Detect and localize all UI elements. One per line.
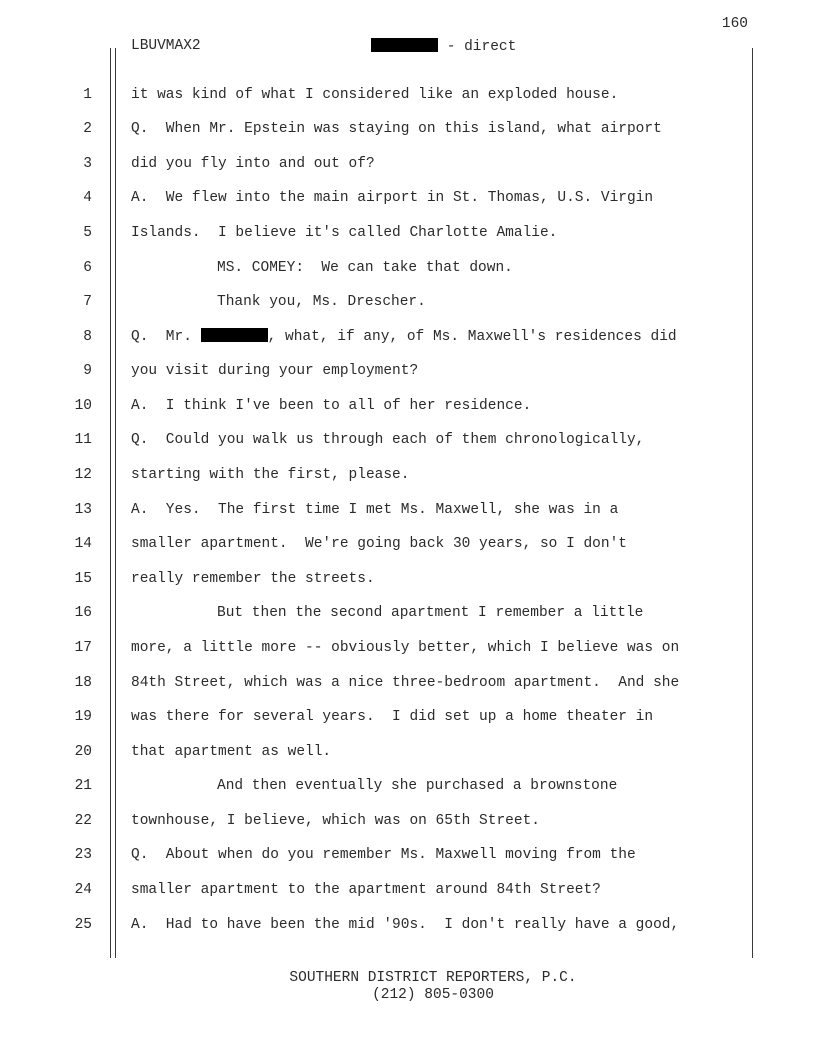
line-number: 17 [74,640,92,656]
page-number: 160 [721,16,748,32]
line-number: 20 [74,744,92,760]
line-number: 3 [83,156,92,172]
line-text: starting with the first, please. [131,467,410,483]
witness-header [371,38,516,55]
line-text [131,327,677,347]
line-text-end: , what, if any, of Ms. Maxwell's residences did [267,329,677,345]
transcript-line [0,811,816,831]
transcript-line [0,258,816,278]
transcript-line [0,500,816,520]
transcript-line [0,845,816,865]
redaction-block [201,328,268,342]
line-text: Q. Could you walk us through each of them chronologically, [131,432,645,448]
transcript-line [0,534,816,554]
redaction-block [371,38,438,52]
line-number: 14 [74,536,92,552]
line-text: smaller apartment. We're going back 30 years, so I don't [131,536,627,552]
transcript-line [0,154,816,174]
line-number: 19 [74,709,92,725]
reporter-phone: (212) 805-0300 [372,987,494,1003]
line-number: 21 [74,778,92,794]
line-text: that apartment as well. [131,744,332,760]
line-number: 8 [83,329,92,345]
case-code: LBUVMAX2 [131,38,201,54]
transcript-line [0,361,816,381]
transcript-line [0,85,816,105]
line-number: 13 [74,502,92,518]
line-text: A. We flew into the main airport in St. Thomas, U.S. Virgin [131,190,654,206]
transcript-line [0,430,816,450]
line-number: 23 [74,847,92,863]
line-number: 15 [74,571,92,587]
line-text: townhouse, I believe, which was on 65th Street. [131,813,540,829]
line-text: A. Had to have been the mid '90s. I don't really have a good, [131,917,680,933]
transcript-line [0,603,816,623]
line-text: really remember the streets. [131,571,375,587]
transcript-line [0,707,816,727]
line-number: 2 [83,121,92,137]
line-number: 25 [74,917,92,933]
transcript-line [0,569,816,589]
examination-type: - direct [438,39,517,55]
line-number: 5 [83,225,92,241]
transcript-line [0,327,816,347]
line-text: Islands. I believe it's called Charlotte Amalie. [131,225,558,241]
line-text: more, a little more -- obviously better, which I believe was on [131,640,680,656]
line-number: 18 [74,675,92,691]
transcript-line [0,880,816,900]
line-text: MS. COMEY: We can take that down. [217,260,513,276]
transcript-line [0,119,816,139]
transcript-line [0,223,816,243]
line-text: Thank you, Ms. Drescher. [217,294,426,310]
transcript-line [0,776,816,796]
line-text: Q. About when do you remember Ms. Maxwell moving from the [131,847,636,863]
line-text: you visit during your employment? [131,363,419,379]
transcript-line [0,396,816,416]
line-number: 24 [74,882,92,898]
transcript-line [0,188,816,208]
line-text: smaller apartment to the apartment around 84th Street? [131,882,601,898]
reporter-name: SOUTHERN DISTRICT REPORTERS, P.C. [289,970,577,986]
line-text: And then eventually she purchased a brownstone [217,778,618,794]
line-text: A. Yes. The first time I met Ms. Maxwell, she was in a [131,502,619,518]
line-text: Q. When Mr. Epstein was staying on this island, what airport [131,121,662,137]
line-number: 22 [74,813,92,829]
transcript-line [0,673,816,693]
line-text: did you fly into and out of? [131,156,375,172]
transcript-line [0,465,816,485]
transcript-line [0,915,816,935]
line-text-start: Q. Mr. [131,329,201,345]
transcript-line [0,742,816,762]
transcript-line [0,638,816,658]
line-number: 12 [74,467,92,483]
transcript-line [0,292,816,312]
line-number: 7 [83,294,92,310]
line-number: 9 [83,363,92,379]
line-number: 6 [83,260,92,276]
line-text: it was kind of what I considered like an exploded house. [131,87,619,103]
line-number: 11 [74,432,92,448]
line-number: 4 [83,190,92,206]
line-text: A. I think I've been to all of her residence. [131,398,532,414]
line-text: 84th Street, which was a nice three-bedroom apartment. And she [131,675,680,691]
line-number: 16 [74,605,92,621]
line-text: But then the second apartment I remember a little [217,605,644,621]
line-number: 10 [74,398,92,414]
line-text: was there for several years. I did set up a home theater in [131,709,654,725]
line-number: 1 [83,87,92,103]
